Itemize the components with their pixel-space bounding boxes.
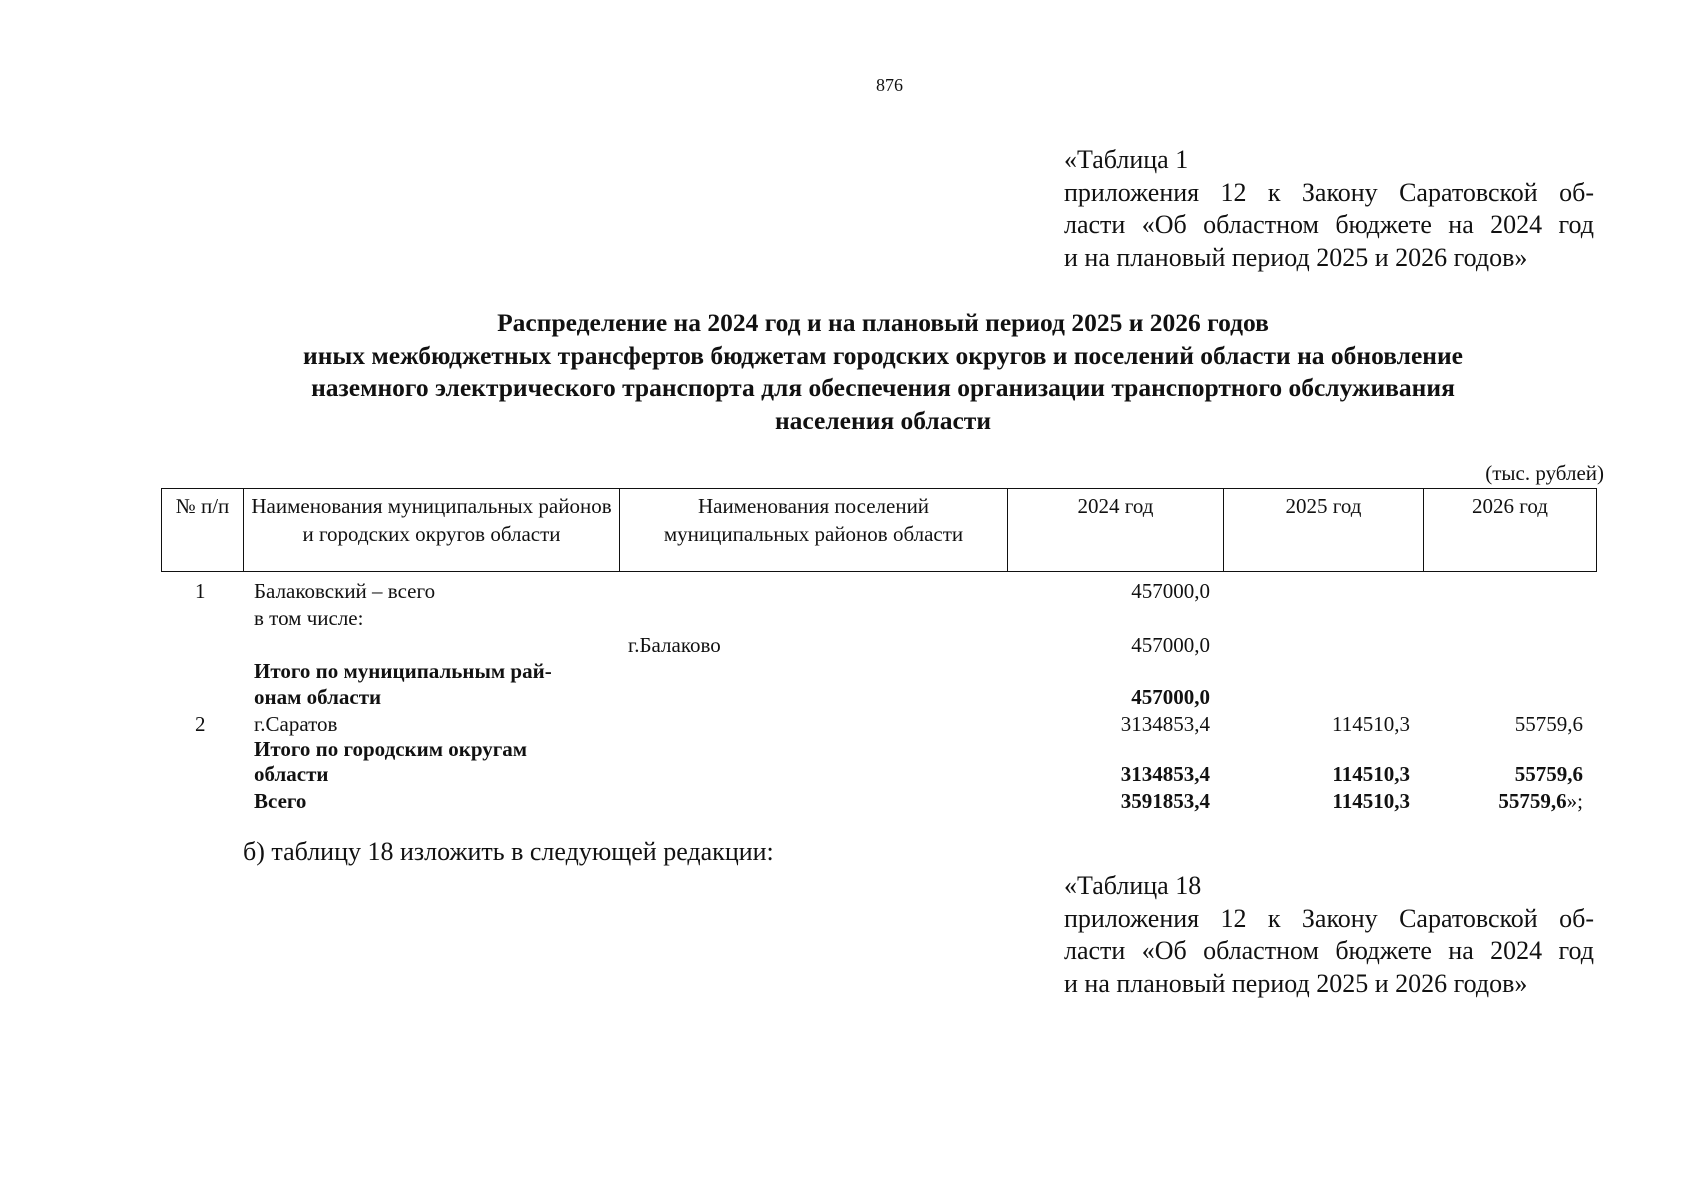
grand-total-2025: 114510,3 xyxy=(1332,789,1410,813)
value-2024: 3134853,4 xyxy=(1120,712,1210,736)
subtotal-label: Итого по муниципальным рай- xyxy=(254,659,552,683)
appendix-line: и на плановый период 2025 и 2026 годов» xyxy=(1064,242,1528,272)
table-header xyxy=(161,488,1597,572)
appendix-line: приложения 12 к Закону Саратовской об- xyxy=(1064,177,1594,207)
subtotal-label: Итого по городским округам xyxy=(254,737,528,761)
grand-total-label: Всего xyxy=(254,789,307,813)
subtotal-value-2026: 55759,6 xyxy=(1514,762,1583,786)
appendix-line: ласти «Об областном бюджете на 2024 год xyxy=(1064,210,1594,239)
grand-total-2026: 55759,6 xyxy=(1498,789,1567,813)
subtotal-value-2024: 457000,0 xyxy=(1131,685,1210,709)
title-line: населения области xyxy=(774,405,992,435)
header-2024: 2024 год xyxy=(1008,489,1224,572)
district-name: г.Саратов xyxy=(254,712,338,736)
header-num: № п/п xyxy=(162,489,244,572)
including-label: в том числе: xyxy=(254,606,364,630)
subtotal-value-2025: 114510,3 xyxy=(1332,762,1410,786)
units-note: (тыс. рублей) xyxy=(1485,461,1604,485)
row-number: 2 xyxy=(195,712,206,736)
settlement-name: г.Балаково xyxy=(628,633,721,657)
closing-quote: »; xyxy=(1566,789,1583,813)
appendix-line: приложения 12 к Закону Саратовской об- xyxy=(1064,903,1594,933)
row-number: 1 xyxy=(195,579,206,603)
header-districts: Наименования муниципальных районов и городских округов области xyxy=(244,489,620,572)
district-name: Балаковский – всего xyxy=(254,579,436,603)
value-2024: 457000,0 xyxy=(1131,579,1210,603)
appendix-line: «Таблица 1 xyxy=(1064,145,1189,174)
appendix-reference-table-18 xyxy=(1064,870,1594,1000)
appendix-line: и на плановый период 2025 и 2026 годов» xyxy=(1064,968,1528,998)
value-2024: 457000,0 xyxy=(1131,633,1210,657)
subtotal-label: онам области xyxy=(254,685,382,709)
page-number: 876 xyxy=(876,75,903,95)
grand-total-2024: 3591853,4 xyxy=(1120,789,1210,813)
grand-total-2026-cell xyxy=(1498,788,1583,814)
appendix-line: «Таблица 18 xyxy=(1064,871,1202,900)
amendment-instruction: б) таблицу 18 изложить в следующей редакции: xyxy=(243,837,774,866)
header-2025: 2025 год xyxy=(1224,489,1424,572)
subtotal-value-2024: 3134853,4 xyxy=(1120,762,1210,786)
title-line: наземного электрического транспорта для обеспечения организации транспортного обслуживания xyxy=(311,373,1455,402)
title-line: иных межбюджетных трансфертов бюджетам городских округов и поселений области на обновление xyxy=(303,340,1463,370)
appendix-line: ласти «Об областном бюджете на 2024 год xyxy=(1064,936,1594,965)
appendix-reference-table-1 xyxy=(1064,144,1594,274)
subtotal-label: области xyxy=(254,762,329,786)
document-title xyxy=(160,307,1606,437)
title-line: Распределение на 2024 год и на плановый период 2025 и 2026 годов xyxy=(497,308,1269,337)
value-2026: 55759,6 xyxy=(1514,712,1583,736)
value-2025: 114510,3 xyxy=(1332,712,1410,736)
header-settlements: Наименования поселений муниципальных районов области xyxy=(620,489,1008,572)
header-2026: 2026 год xyxy=(1424,489,1597,572)
